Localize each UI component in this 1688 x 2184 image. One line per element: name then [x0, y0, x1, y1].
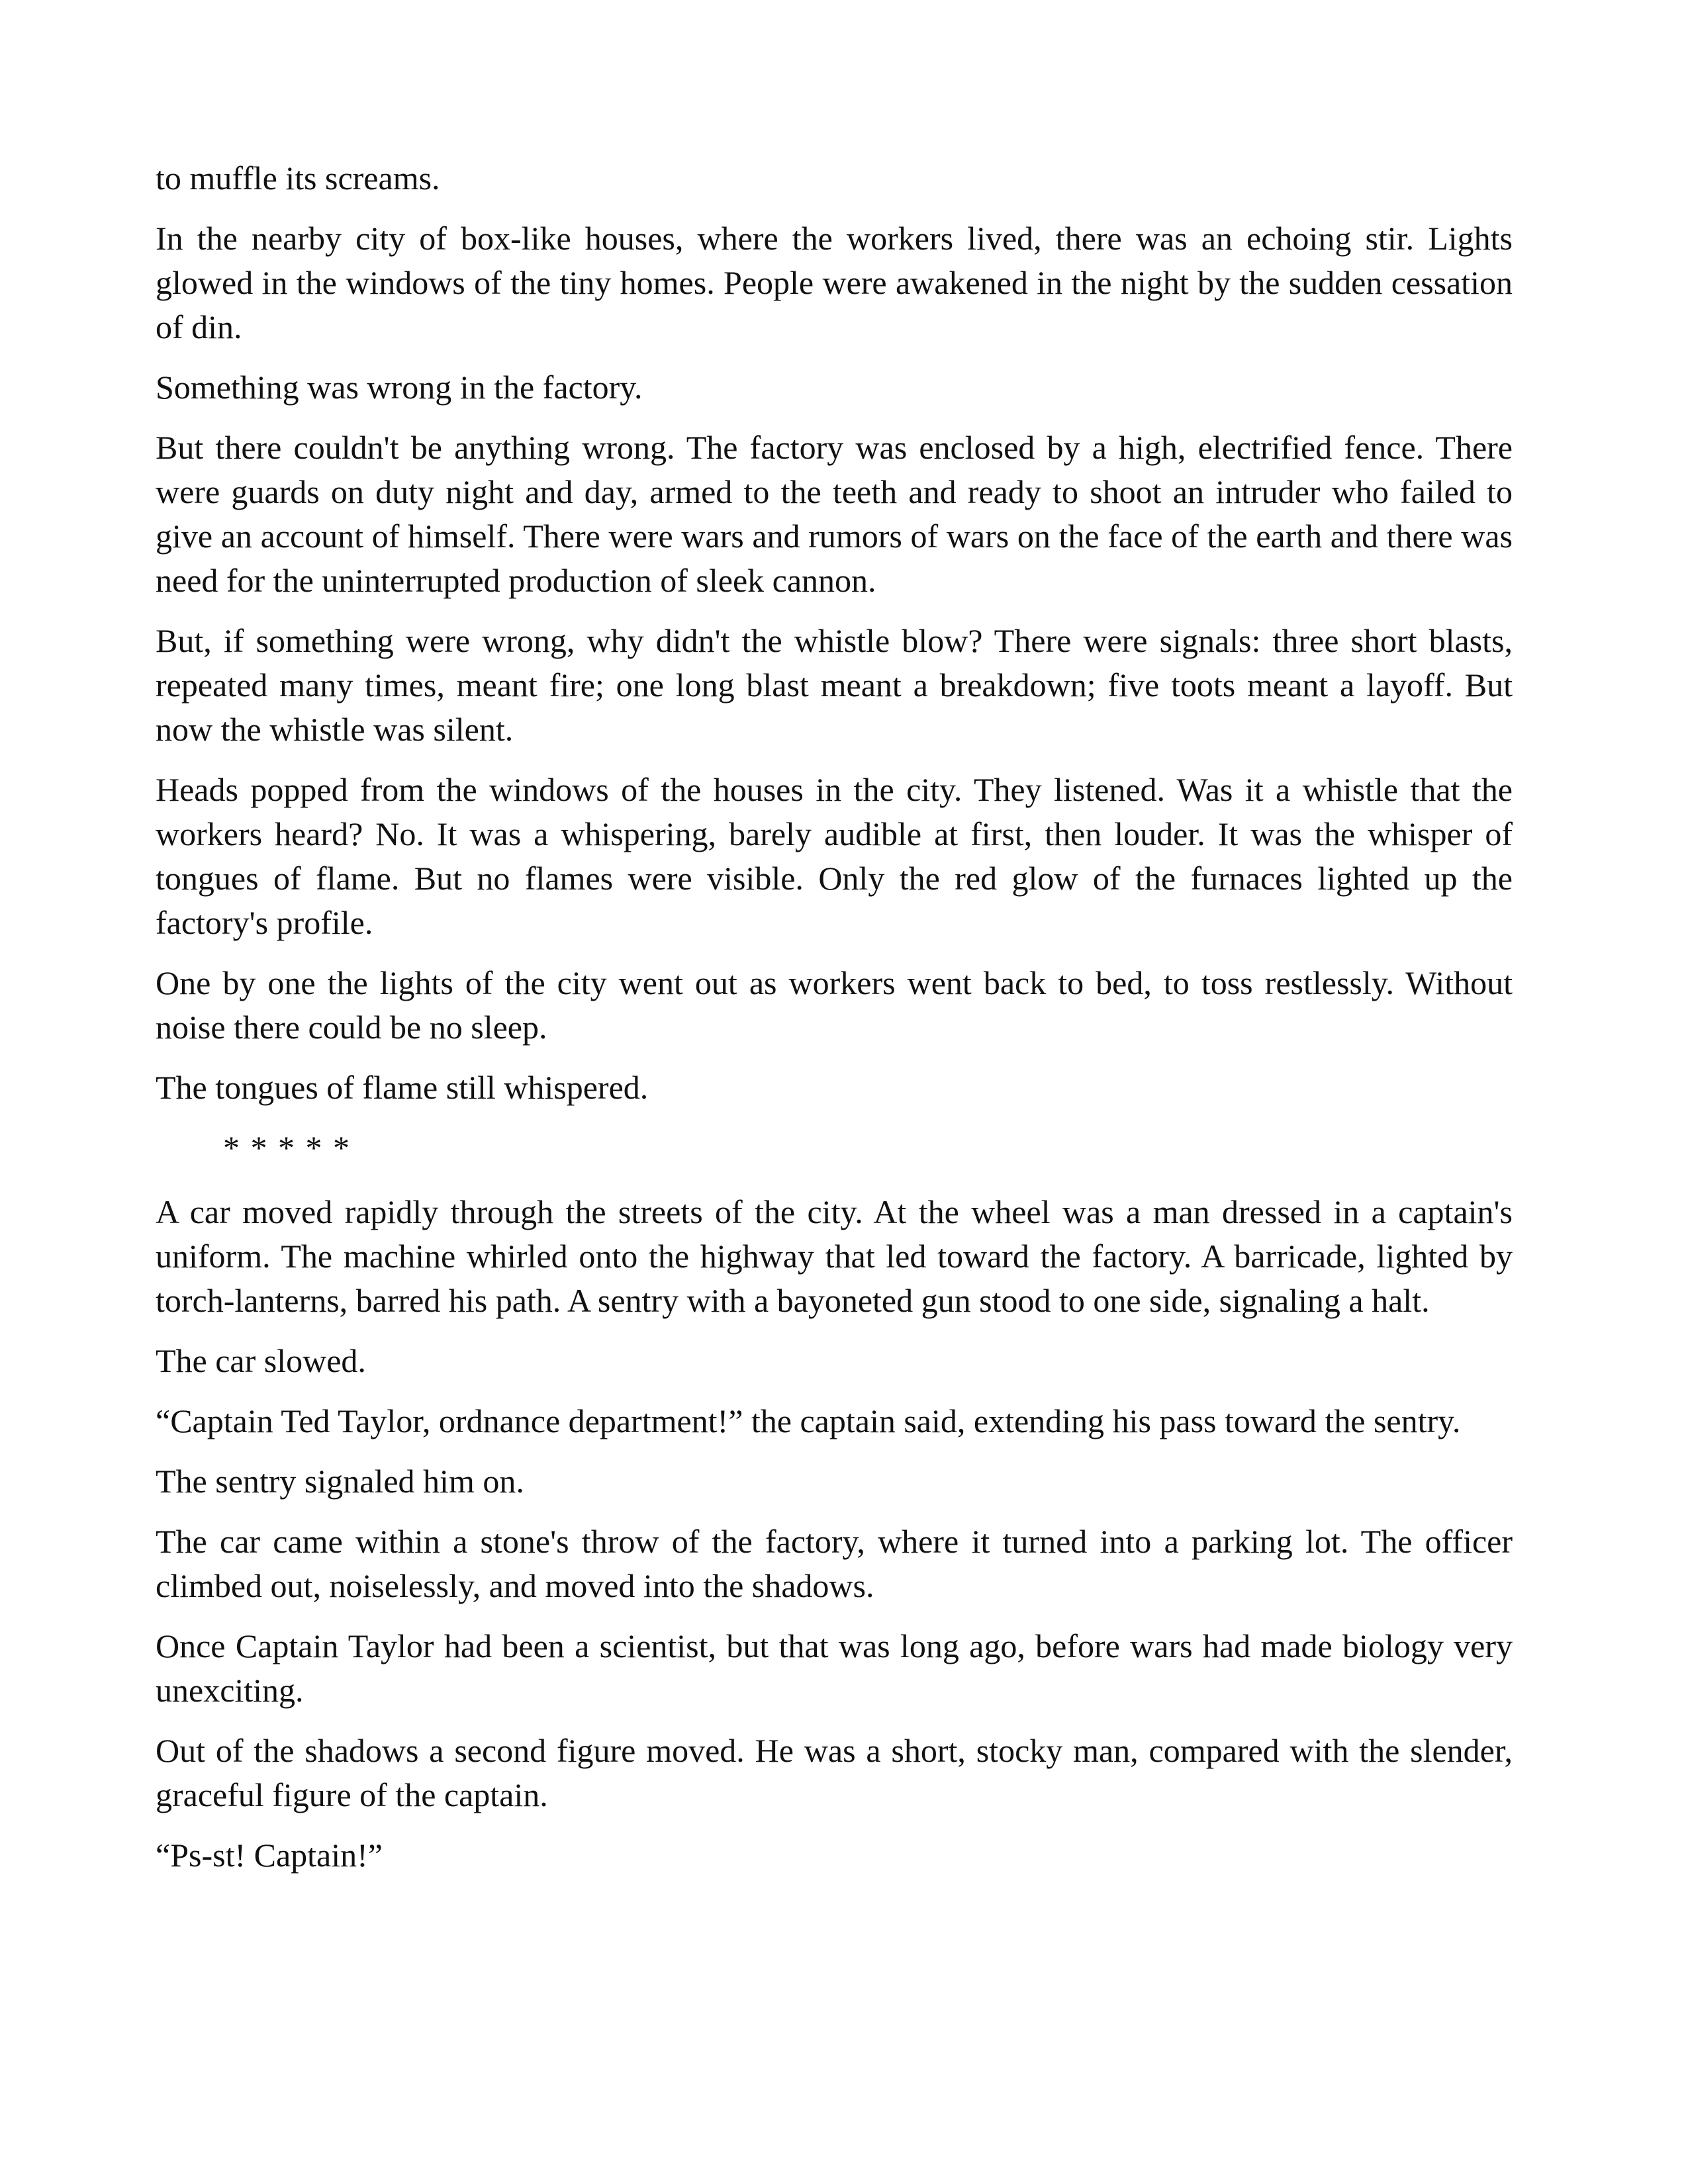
- paragraph-10: The car slowed.: [156, 1342, 366, 1379]
- section-break: * * * * *: [223, 1129, 351, 1166]
- paragraph-12: The sentry signaled him on.: [156, 1463, 524, 1500]
- paragraph-16: “Ps-st! Captain!”: [156, 1837, 383, 1874]
- paragraph-1: to muffle its screams.: [156, 159, 440, 197]
- document-page: [156, 156, 1513, 1893]
- paragraph-2: In the nearby city of box-like houses, where the workers lived, there was an echoing stir. Lights glowed in the windows of the tiny homes. People were awakened in the night by the sudden cessation of din.: [156, 220, 1513, 345]
- paragraph-15: Out of the shadows a second figure moved. He was a short, stocky man, compared with the slender, graceful figure of the captain.: [156, 1732, 1513, 1813]
- paragraph-13: The car came within a stone's throw of the factory, where it turned into a parking lot. The officer climbed out, noiselessly, and moved into the shadows.: [156, 1523, 1513, 1604]
- paragraph-3: Something was wrong in the factory.: [156, 369, 643, 406]
- paragraph-4: But there couldn't be anything wrong. The factory was enclosed by a high, electrified fence. There were guards on duty night and day, armed to the teeth and ready to shoot an intruder who failed to give an account of himself. There were wars and rumors of wars on the face of the earth and there was need for the uninterrupted production of sleek cannon.: [156, 429, 1513, 599]
- paragraph-6: Heads popped from the windows of the houses in the city. They listened. Was it a whistle that the workers heard? No. It was a whispering, barely audible at first, then louder. It was the whisper of tongues of flame. But no flames were visible. Only the red glow of the furnaces lighted up the factory's profile.: [156, 771, 1513, 941]
- paragraph-14: Once Captain Taylor had been a scientist, but that was long ago, before wars had made biology very unexciting.: [156, 1627, 1513, 1709]
- paragraph-9: A car moved rapidly through the streets of the city. At the wheel was a man dressed in a captain's uniform. The machine whirled onto the highway that led toward the factory. A barricade, lighted by torch-lanterns, barred his path. A sentry with a bayoneted gun stood to one side, signaling a halt.: [156, 1193, 1513, 1319]
- paragraph-8: The tongues of flame still whispered.: [156, 1069, 649, 1106]
- paragraph-5: But, if something were wrong, why didn't the whistle blow? There were signals: three short blasts, repeated many times, meant fire; one long blast meant a breakdown; five toots meant a layoff. But now the whistle was silent.: [156, 622, 1513, 748]
- paragraph-11: “Captain Ted Taylor, ordnance department!” the captain said, extending his pass toward the sentry.: [156, 1402, 1461, 1439]
- paragraph-7: One by one the lights of the city went out as workers went back to bed, to toss restlessly. Without noise there could be no sleep.: [156, 964, 1513, 1046]
